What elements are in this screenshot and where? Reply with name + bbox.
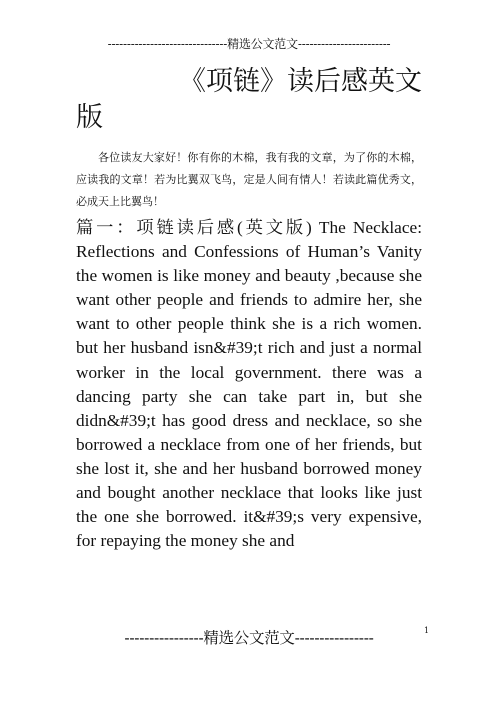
title-line-2: 版 bbox=[76, 102, 103, 133]
intro-paragraph: 各位读友大家好！你有你的木棉，我有我的文章，为了你的木棉，应读我的文章！若为比翼双飞鸟，定是人间有情人！若读此篇优秀文，必成天上比翼鸟！ bbox=[76, 151, 422, 208]
title-line-1: 《项链》读后感英文 bbox=[179, 66, 422, 97]
document-title bbox=[76, 64, 422, 136]
page-header: -------------------------------精选公文范文------------------------ bbox=[107, 37, 391, 51]
article-body: 篇一：项链读后感(英文版) The Necklace: Reflections and Confessions of Human’s Vanity the women is like money and beauty ,because she want other people and friends to admire her, she want to other people think she is a rich women. but her husband isn&#39;t rich and just a normal worker in the local government. there was a dancing party she can take part in, but she didn&#39;t has good dress and necklace, so she borrowed a necklace from one of her friends, but she lost it, she and her husband borrowed money and bought another necklace that looks like just the one she borrowed. it&#39;s very expensive, for repaying the money she and bbox=[76, 218, 422, 551]
page-footer: ----------------精选公文范文---------------- bbox=[124, 629, 374, 647]
page-number: 1 bbox=[424, 626, 430, 635]
